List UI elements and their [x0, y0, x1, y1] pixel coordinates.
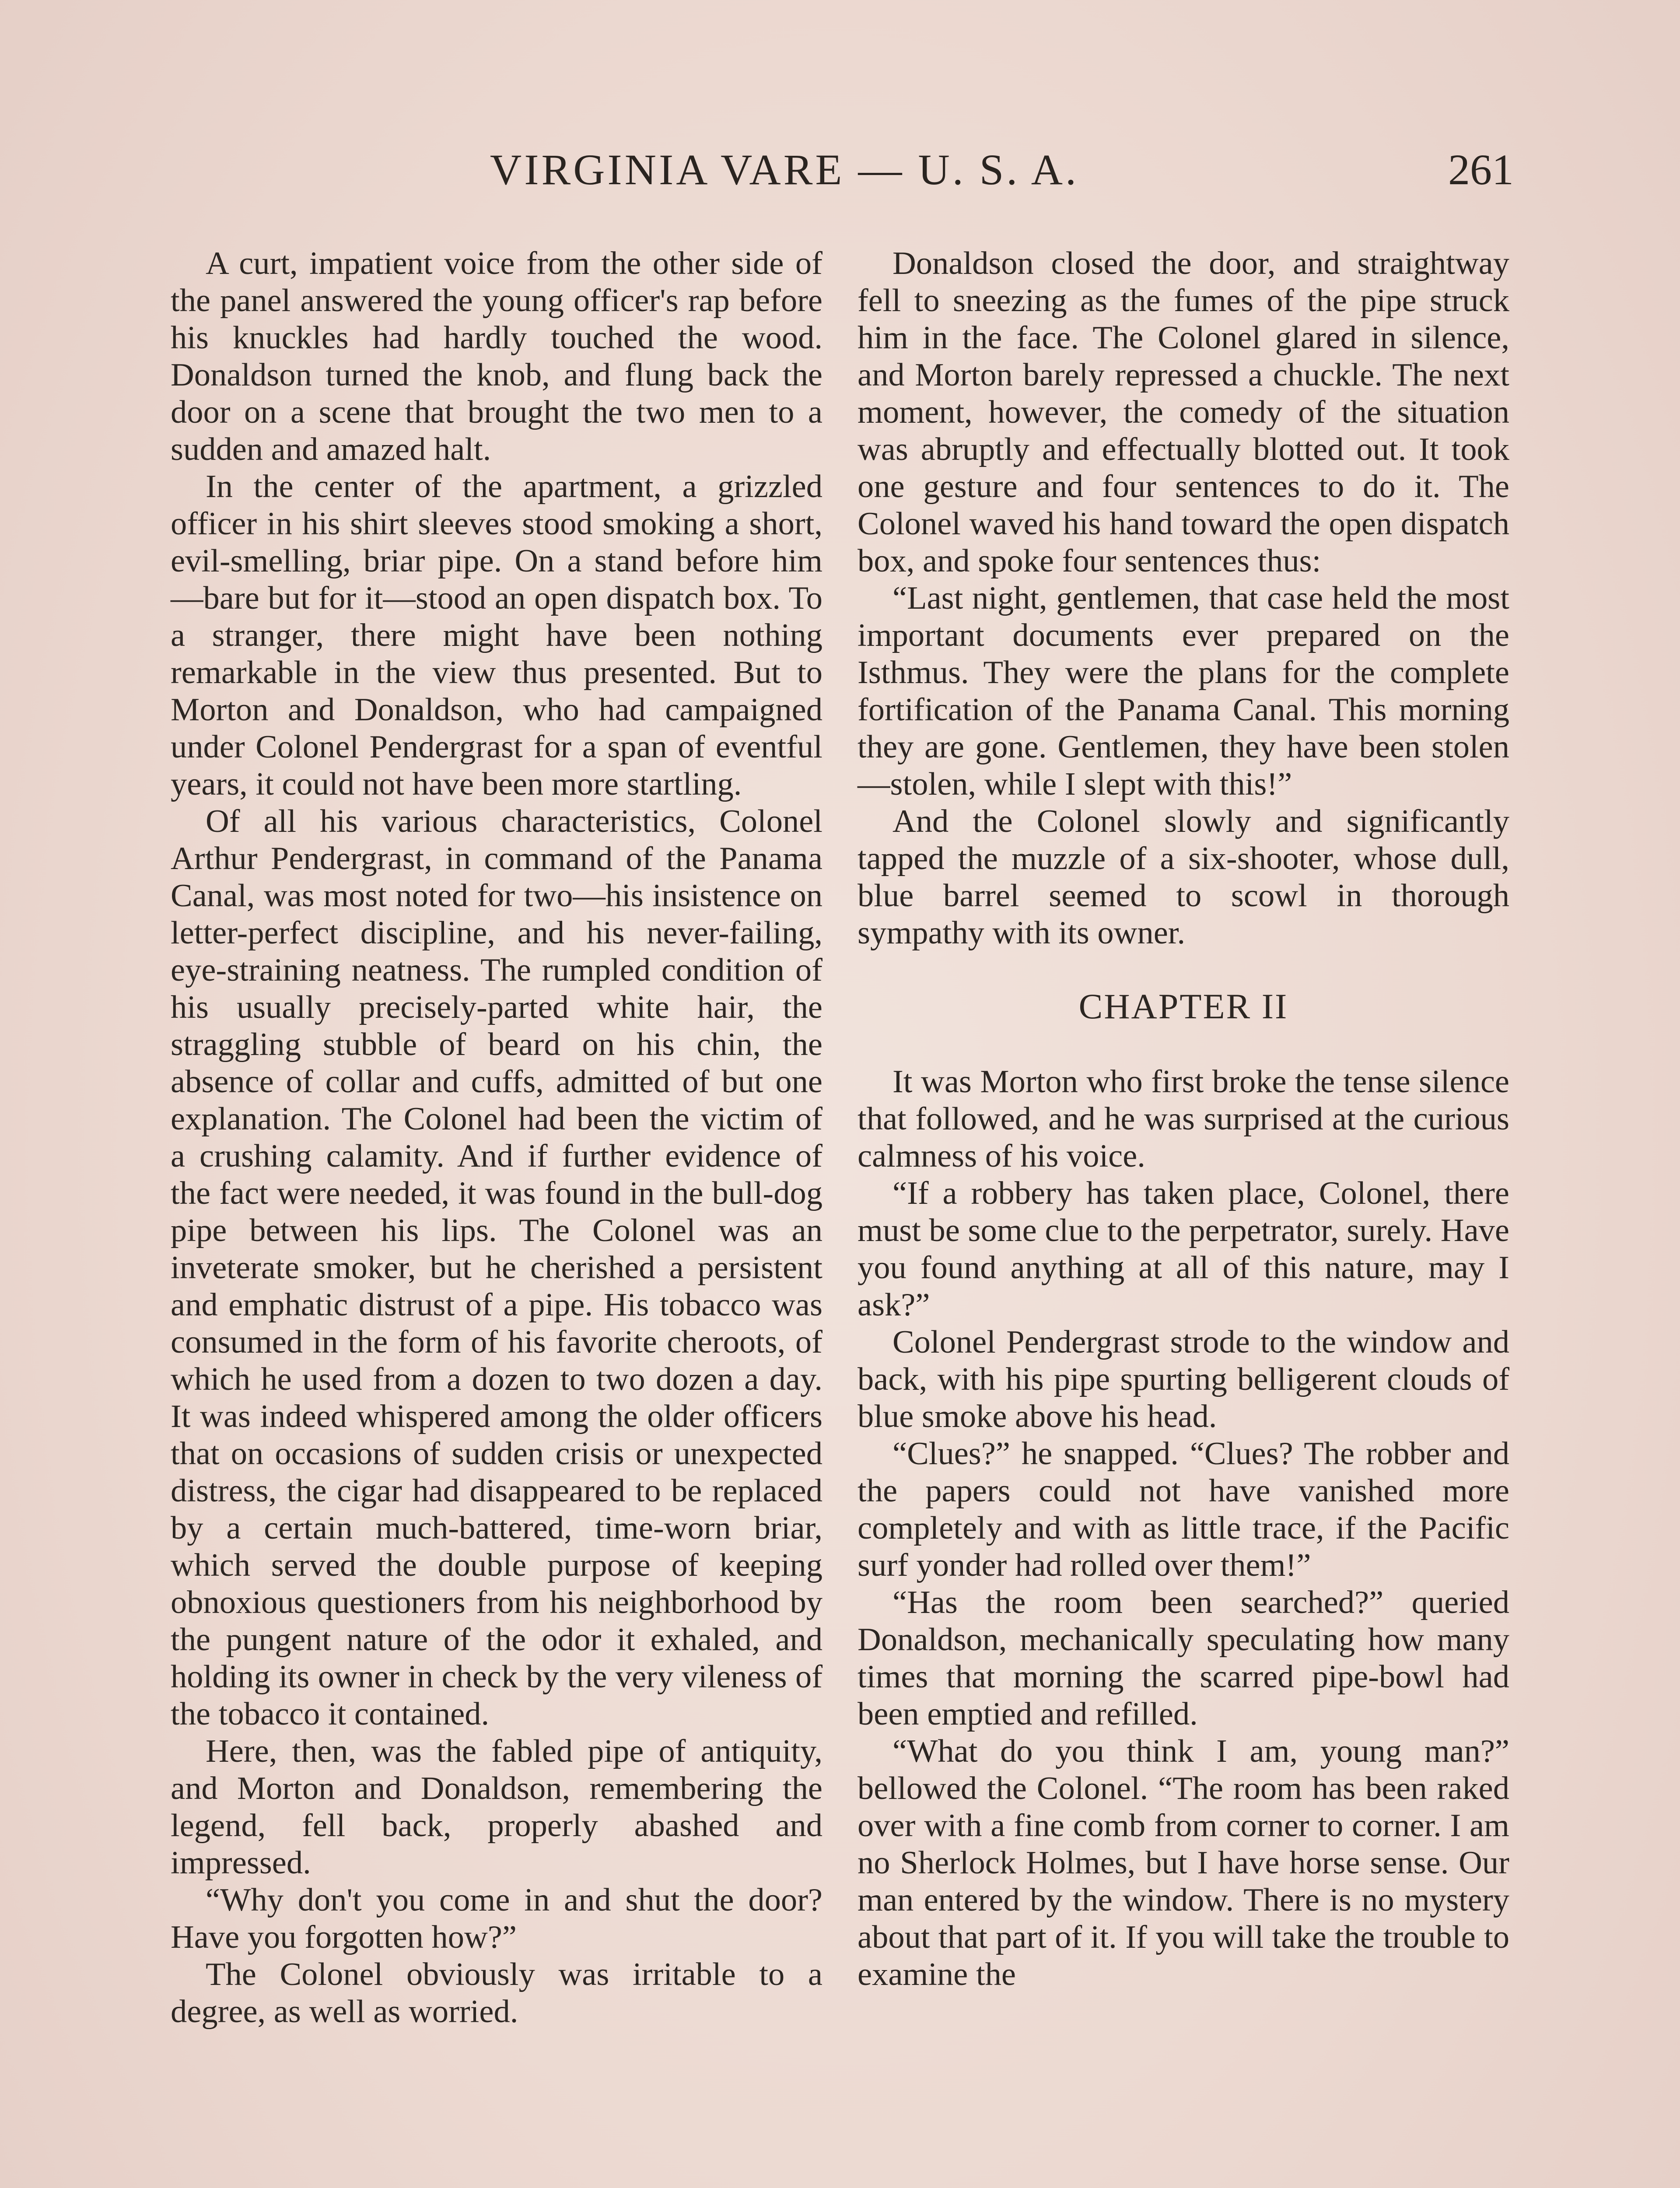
paragraph: “Has the room been searched?” queried Donaldson, mechanically speculating how many times that morning the scarred pipe-bowl had been emptied and refilled. — [858, 1585, 1509, 1732]
paragraph: Of all his various characteristics, Colonel Arthur Pendergrast, in command of the Panama Canal, was most noted for two—his insistence on letter-perfect discipline, and his never-failing, eye-straining neatness. The rumpled condition of his usually precisely-parted white hair, the straggling stubble of beard on his chin, the absence of collar and cuffs, admitted of but one explanation. The Colonel had been the victim of a crushing calamity. And if further evidence of the fact were needed, it was found in the bull-dog pipe between his lips. The Colonel was an inveterate smoker, but he cherished a persistent and emphatic distrust of a pipe. His tobacco was consumed in the form of his favorite cheroots, of which he used from a dozen to two dozen a day. It was indeed whispered among the older officers that on occasions of sudden crisis or unexpected distress, the cigar had disappeared to be replaced by a certain much-battered, time-worn briar, which served the double purpose of keeping obnoxious questioners from his neighborhood by the pungent nature of the odor it exhaled, and holding its owner in check by the very vileness of the tobacco it contained. — [171, 803, 822, 1732]
paragraph: Colonel Pendergrast strode to the window and back, with his pipe spurting belligerent clouds of blue smoke above his head. — [858, 1324, 1509, 1434]
paragraph: “Why don't you come in and shut the door? Have you forgotten how?” — [171, 1882, 822, 1955]
paragraph: “Clues?” he snapped. “Clues? The robber and the papers could not have vanished more completely and with as little trace, if the Pacific surf yonder had rolled over them!” — [858, 1436, 1509, 1583]
page-number: 261 — [1448, 145, 1514, 194]
paragraph: It was Morton who first broke the tense silence that followed, and he was surprised at the curious calmness of his voice. — [858, 1064, 1509, 1174]
paragraph: The Colonel obviously was irritable to a degree, as well as worried. — [171, 1957, 822, 2030]
paragraph: Donaldson closed the door, and straightway fell to sneezing as the fumes of the pipe struck him in the face. The Colonel glared in silence, and Morton barely repressed a chuckle. The next moment, however, the comedy of the situation was abruptly and effectually blotted out. It took one gesture and four sentences to do it. The Colonel waved his hand toward the open dispatch box, and spoke four sentences thus: — [858, 245, 1509, 579]
paragraph: In the center of the apartment, a grizzled officer in his shirt sleeves stood smoking a short, evil-smelling, briar pipe. On a stand before him—bare but for it—stood an open dispatch box. To a stranger, there might have been nothing remarkable in the view thus presented. But to Morton and Donaldson, who had campaigned under Colonel Pendergrast for a span of eventful years, it could not have been more startling. — [171, 469, 822, 802]
left-column — [171, 245, 822, 2030]
paragraph: And the Colonel slowly and significantly tapped the muzzle of a six-shooter, whose dull, blue barrel seemed to scowl in thorough sympathy with its owner. — [858, 803, 1509, 951]
running-title: VIRGINIA VARE — U. S. A. — [490, 145, 1079, 194]
paragraph: “What do you think I am, young man?” bellowed the Colonel. “The room has been raked over with a fine comb from corner to corner. I am no Sherlock Holmes, but I have horse sense. Our man entered by the window. There is no mystery about that part of it. If you will take the trouble to examine the — [858, 1733, 1509, 1992]
paragraph: “If a robbery has taken place, Colonel, there must be some clue to the perpetrator, surely. Have you found anything at all of this nature, may I ask?” — [858, 1175, 1509, 1323]
paragraph: “Last night, gentlemen, that case held the most important documents ever prepared on the Isthmus. They were the plans for the complete fortification of the Panama Canal. This morning they are gone. Gentlemen, they have been stolen—stolen, while I slept with this!” — [858, 580, 1509, 802]
chapter-heading: CHAPTER II — [1078, 986, 1288, 1026]
paragraph: A curt, impatient voice from the other side of the panel answered the young officer's rap before his knuckles had hardly touched the wood. Donaldson turned the knob, and flung back the door on a scene that brought the two men to a sudden and amazed halt. — [171, 245, 822, 467]
paragraph: Here, then, was the fabled pipe of antiquity, and Morton and Donaldson, remembering the legend, fell back, properly abashed and impressed. — [171, 1733, 822, 1881]
right-column — [858, 245, 1509, 1993]
